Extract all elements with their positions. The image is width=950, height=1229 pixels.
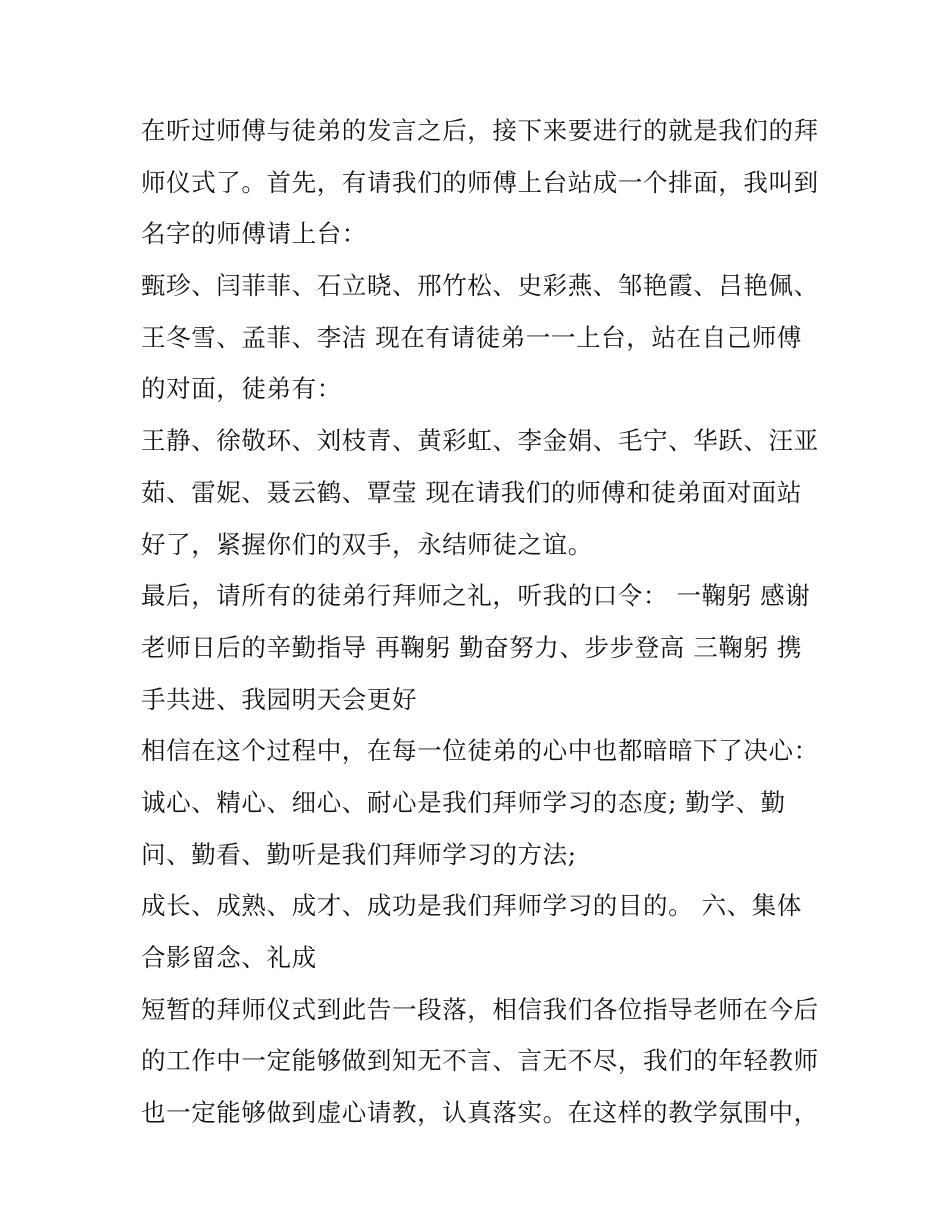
- text-line: 手共进、我园明天会更好: [141, 684, 418, 714]
- text-line: 的对面，徒弟有：: [141, 374, 342, 404]
- text-line: 的工作中一定能够做到知无不言、言无不尽，我们的年轻教师: [141, 1046, 819, 1076]
- text-line: 合影留念、礼成: [141, 943, 317, 972]
- body-text: [141, 105, 821, 1139]
- text-line: 王静、徐敬环、刘枝青、黄彩虹、李金娟、毛宁、华跃、汪亚: [141, 426, 819, 456]
- text-line: 茹、雷妮、聂云鹤、覃莹 现在请我们的师傅和徒弟面对面站: [141, 477, 802, 507]
- text-line: 诚心、精心、细心、耐心是我们拜师学习的态度; 勤学、勤: [141, 787, 786, 817]
- text-line: 老师日后的辛勤指导 再鞠躬 勤奋努力、步步登高 三鞠躬 携: [141, 632, 803, 662]
- text-line: 甄珍、闫菲菲、石立晓、邢竹松、史彩燕、邹艳霞、吕艳佩、: [141, 271, 819, 301]
- text-line: 也一定能够做到虚心请教，认真落实。在这样的教学氛围中，: [141, 1098, 819, 1128]
- text-line: 相信在这个过程中，在每一位徒弟的心中也都暗暗下了决心：: [141, 736, 819, 766]
- text-line: 在听过师傅与徒弟的发言之后，接下来要进行的就是我们的拜: [141, 116, 819, 145]
- text-line: 王冬雪、孟菲、李洁 现在有请徒弟一一上台，站在自己师傅: [141, 322, 802, 352]
- text-line: 好了，紧握你们的双手，永结师徒之谊。: [141, 529, 593, 559]
- text-line: 成长、成熟、成才、成功是我们拜师学习的目的。 六、集体: [141, 891, 802, 921]
- text-line: 最后，请所有的徒弟行拜师之礼，听我的口令： 一鞠躬 感谢: [141, 581, 811, 611]
- text-line: 问、勤看、勤听是我们拜师学习的方法;: [141, 839, 577, 869]
- text-line: 名字的师傅请上台：: [141, 219, 367, 249]
- text-line: 师仪式了。首先，有请我们的师傅上台站成一个排面，我叫到: [141, 167, 819, 197]
- text-line: 短暂的拜师仪式到此告一段落，相信我们各位指导老师在今后: [141, 994, 819, 1024]
